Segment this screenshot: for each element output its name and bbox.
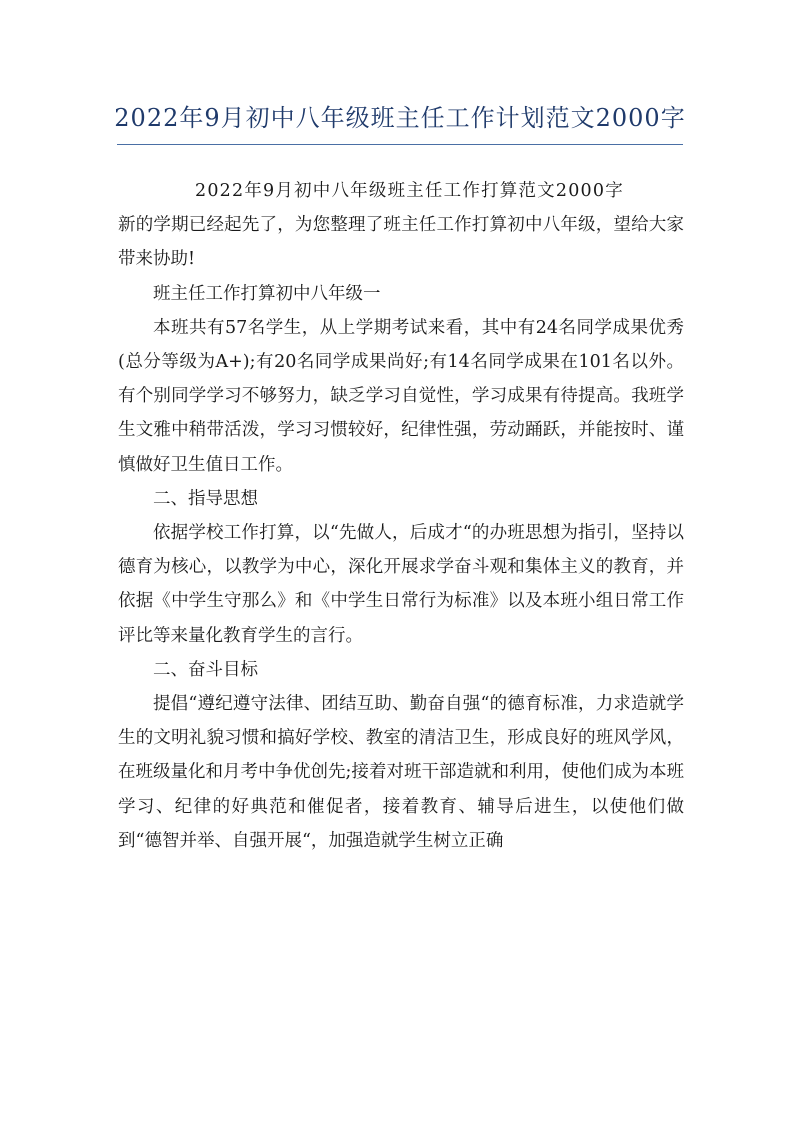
paragraph-guiding-thought: 依据学校工作打算，以“先做人，后成才“的办班思想为指引，坚持以德育为核心，以教学为中心，深化开展求学奋斗观和集体主义的教育，并依据《中学生守那么》和《中学生日常行为标准》以及本班小组日常工作评比等来量化教育学生的言行。	[118, 523, 684, 646]
paragraph-intro: 新的学期已经起先了，为您整理了班主任工作打算初中八年级，望给大家带来协助!	[118, 215, 684, 270]
section-heading-goals: 二、奋斗目标	[153, 659, 258, 680]
document-title: 2022年9月初中八年级班主任工作计划范文2000字	[114, 104, 686, 132]
title-divider	[117, 144, 683, 145]
paragraph-subtitle: 2022年9月初中八年级班主任工作打算范文2000字	[195, 181, 624, 201]
paragraph-class-overview: 本班共有57名学生，从上学期考试来看，其中有24名同学成果优秀(总分等级为A+);有20名同学成果尚好;有14名同学成果在101名以外。有个别同学学习不够努力，缺乏学习自觉性，学习成果有待提高。我班学生文雅中稍带活泼，学习习惯较好，纪律性强，劳动踊跃，并能按时、谨慎做好卫生值日工作。	[118, 317, 684, 475]
paragraph-goals: 提倡“遵纪遵守法律、团结互助、勤奋自强“的德育标准，力求造就学生的文明礼貌习惯和搞好学校、教室的清洁卫生，形成良好的班风学风，在班级量化和月考中争优创先;接着对班干部造就和利用，使他们成为本班学习、纪律的好典范和催促者，接着教育、辅导后进生，以使他们做到“德智并举、自强开展“，加强造就学生树立正确	[118, 694, 684, 851]
section-heading-guiding-thought: 二、指导思想	[153, 488, 258, 509]
section-heading-plan-one: 班主任工作打算初中八年级一	[153, 283, 381, 304]
document-body	[118, 174, 684, 858]
